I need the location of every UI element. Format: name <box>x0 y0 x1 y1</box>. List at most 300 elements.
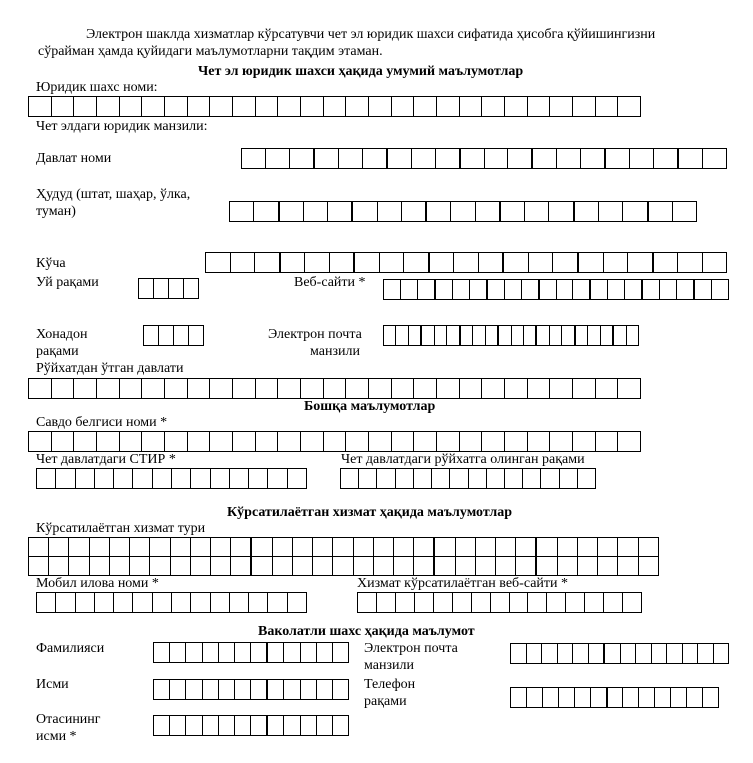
char-box[interactable] <box>52 379 75 398</box>
char-box[interactable] <box>469 469 487 488</box>
char-box[interactable] <box>643 280 660 299</box>
char-box[interactable] <box>165 432 188 451</box>
char-box[interactable] <box>97 432 120 451</box>
char-box[interactable] <box>353 202 377 221</box>
char-box[interactable] <box>388 149 412 168</box>
char-box[interactable] <box>698 644 714 663</box>
mobile-app-name-field[interactable] <box>36 592 307 613</box>
char-box[interactable] <box>384 280 401 299</box>
char-box[interactable] <box>427 202 451 221</box>
char-box[interactable] <box>369 379 392 398</box>
char-box[interactable] <box>524 326 537 345</box>
char-box[interactable] <box>470 280 488 299</box>
char-box[interactable] <box>97 97 120 116</box>
char-box[interactable] <box>414 379 437 398</box>
char-box[interactable] <box>618 557 638 575</box>
char-box[interactable] <box>29 97 52 116</box>
char-box[interactable] <box>639 557 659 575</box>
char-box[interactable] <box>210 97 233 116</box>
char-box[interactable] <box>369 432 392 451</box>
char-box[interactable] <box>671 688 687 707</box>
char-box[interactable] <box>505 280 522 299</box>
char-box[interactable] <box>511 644 527 663</box>
char-box[interactable] <box>120 432 143 451</box>
char-box[interactable] <box>133 469 152 488</box>
char-box[interactable] <box>188 97 211 116</box>
char-box[interactable] <box>394 557 414 575</box>
char-box[interactable] <box>512 326 524 345</box>
char-box[interactable] <box>384 326 396 345</box>
char-box[interactable] <box>249 593 268 612</box>
char-box[interactable] <box>56 593 75 612</box>
char-box[interactable] <box>525 202 549 221</box>
char-box[interactable] <box>268 716 284 735</box>
char-box[interactable] <box>301 680 317 699</box>
char-box[interactable] <box>191 557 211 575</box>
char-box[interactable] <box>414 557 435 575</box>
char-box[interactable] <box>130 557 150 575</box>
char-box[interactable] <box>281 253 306 272</box>
phone-field[interactable] <box>510 687 719 708</box>
char-box[interactable] <box>516 557 537 575</box>
char-box[interactable] <box>679 149 703 168</box>
char-box[interactable] <box>186 680 202 699</box>
char-box[interactable] <box>369 97 392 116</box>
char-box[interactable] <box>268 469 287 488</box>
char-box[interactable] <box>69 538 89 556</box>
char-box[interactable] <box>235 716 251 735</box>
char-box[interactable] <box>573 97 596 116</box>
char-box[interactable] <box>290 149 315 168</box>
char-box[interactable] <box>95 469 114 488</box>
char-box[interactable] <box>576 326 588 345</box>
char-box[interactable] <box>585 593 604 612</box>
char-box[interactable] <box>549 202 574 221</box>
char-box[interactable] <box>284 680 300 699</box>
char-box[interactable] <box>437 432 460 451</box>
char-box[interactable] <box>414 432 437 451</box>
char-box[interactable] <box>97 379 120 398</box>
char-box[interactable] <box>501 202 525 221</box>
char-box[interactable] <box>394 538 414 556</box>
foreign-registration-number-field[interactable] <box>340 468 596 489</box>
char-box[interactable] <box>170 680 186 699</box>
char-box[interactable] <box>667 644 683 663</box>
char-box[interactable] <box>550 97 573 116</box>
char-box[interactable] <box>660 280 677 299</box>
char-box[interactable] <box>437 379 460 398</box>
char-box[interactable] <box>324 97 347 116</box>
char-box[interactable] <box>451 202 475 221</box>
char-box[interactable] <box>256 379 279 398</box>
char-box[interactable] <box>273 538 293 556</box>
char-box[interactable] <box>186 716 202 735</box>
char-box[interactable] <box>461 149 485 168</box>
legal-name-field[interactable] <box>28 96 641 117</box>
char-box[interactable] <box>333 643 349 662</box>
char-box[interactable] <box>528 97 551 116</box>
char-box[interactable] <box>29 557 49 575</box>
char-box[interactable] <box>211 593 230 612</box>
char-box[interactable] <box>144 326 159 345</box>
char-box[interactable] <box>374 557 394 575</box>
char-box[interactable] <box>333 538 353 556</box>
char-box[interactable] <box>614 326 626 345</box>
char-box[interactable] <box>142 97 165 116</box>
char-box[interactable] <box>288 593 307 612</box>
char-box[interactable] <box>191 538 211 556</box>
char-box[interactable] <box>278 432 301 451</box>
char-box[interactable] <box>596 379 619 398</box>
char-box[interactable] <box>268 643 284 662</box>
char-box[interactable] <box>437 97 460 116</box>
char-box[interactable] <box>142 379 165 398</box>
char-box[interactable] <box>540 280 557 299</box>
char-box[interactable] <box>573 644 589 663</box>
char-box[interactable] <box>575 202 599 221</box>
char-box[interactable] <box>230 469 249 488</box>
char-box[interactable] <box>184 279 199 298</box>
char-box[interactable] <box>392 432 415 451</box>
char-box[interactable] <box>256 432 279 451</box>
char-box[interactable] <box>154 279 169 298</box>
char-box[interactable] <box>460 432 483 451</box>
char-box[interactable] <box>522 280 540 299</box>
char-box[interactable] <box>435 326 447 345</box>
char-box[interactable] <box>317 680 333 699</box>
char-box[interactable] <box>278 97 301 116</box>
char-box[interactable] <box>90 557 110 575</box>
char-box[interactable] <box>251 643 268 662</box>
char-box[interactable] <box>436 149 461 168</box>
char-box[interactable] <box>74 432 97 451</box>
char-box[interactable] <box>95 593 114 612</box>
char-box[interactable] <box>346 379 369 398</box>
char-box[interactable] <box>434 593 453 612</box>
char-box[interactable] <box>618 432 641 451</box>
char-box[interactable] <box>550 379 573 398</box>
char-box[interactable] <box>606 149 630 168</box>
first-name-field[interactable] <box>153 679 349 700</box>
company-email-field[interactable] <box>383 325 639 346</box>
char-box[interactable] <box>404 253 430 272</box>
char-box[interactable] <box>414 538 435 556</box>
char-box[interactable] <box>313 557 333 575</box>
region-field[interactable] <box>229 201 697 222</box>
char-box[interactable] <box>578 469 596 488</box>
char-box[interactable] <box>488 280 505 299</box>
char-box[interactable] <box>254 202 279 221</box>
char-box[interactable] <box>436 280 453 299</box>
char-box[interactable] <box>460 379 483 398</box>
char-box[interactable] <box>153 593 172 612</box>
char-box[interactable] <box>188 432 211 451</box>
char-box[interactable] <box>528 379 551 398</box>
service-type-field[interactable] <box>28 537 659 576</box>
char-box[interactable] <box>559 688 575 707</box>
char-box[interactable] <box>550 326 562 345</box>
char-box[interactable] <box>605 644 621 663</box>
char-box[interactable] <box>233 97 256 116</box>
char-box[interactable] <box>461 326 473 345</box>
char-box[interactable] <box>341 469 359 488</box>
char-box[interactable] <box>363 149 388 168</box>
char-box[interactable] <box>703 688 719 707</box>
char-box[interactable] <box>695 280 712 299</box>
char-box[interactable] <box>231 557 252 575</box>
char-box[interactable] <box>313 538 333 556</box>
char-box[interactable] <box>703 253 728 272</box>
char-box[interactable] <box>324 379 347 398</box>
char-box[interactable] <box>210 379 233 398</box>
char-box[interactable] <box>482 379 505 398</box>
char-box[interactable] <box>268 680 284 699</box>
char-box[interactable] <box>252 557 272 575</box>
char-box[interactable] <box>76 593 95 612</box>
char-box[interactable] <box>37 593 56 612</box>
char-box[interactable] <box>591 688 608 707</box>
char-box[interactable] <box>623 202 648 221</box>
char-box[interactable] <box>396 593 415 612</box>
patronymic-field[interactable] <box>153 715 349 736</box>
char-box[interactable] <box>154 680 170 699</box>
char-box[interactable] <box>133 593 152 612</box>
char-box[interactable] <box>333 557 353 575</box>
street-field[interactable] <box>205 252 727 273</box>
char-box[interactable] <box>235 680 251 699</box>
char-box[interactable] <box>235 643 251 662</box>
char-box[interactable] <box>618 379 641 398</box>
char-box[interactable] <box>627 326 639 345</box>
char-box[interactable] <box>636 644 652 663</box>
char-box[interactable] <box>396 469 414 488</box>
foreign-tin-field[interactable] <box>36 468 307 489</box>
char-box[interactable] <box>618 538 638 556</box>
char-box[interactable] <box>219 716 235 735</box>
char-box[interactable] <box>673 202 697 221</box>
char-box[interactable] <box>687 688 703 707</box>
char-box[interactable] <box>159 326 174 345</box>
char-box[interactable] <box>251 680 268 699</box>
char-box[interactable] <box>511 688 527 707</box>
char-box[interactable] <box>623 593 642 612</box>
char-box[interactable] <box>49 538 69 556</box>
char-box[interactable] <box>432 469 450 488</box>
char-box[interactable] <box>703 149 727 168</box>
char-box[interactable] <box>557 280 574 299</box>
char-box[interactable] <box>652 644 668 663</box>
char-box[interactable] <box>573 432 596 451</box>
char-box[interactable] <box>435 538 455 556</box>
char-box[interactable] <box>505 469 523 488</box>
char-box[interactable] <box>219 680 235 699</box>
char-box[interactable] <box>255 253 281 272</box>
char-box[interactable] <box>317 716 333 735</box>
char-box[interactable] <box>203 643 219 662</box>
char-box[interactable] <box>472 593 491 612</box>
char-box[interactable] <box>547 593 566 612</box>
char-box[interactable] <box>172 593 191 612</box>
char-box[interactable] <box>37 469 56 488</box>
char-box[interactable] <box>414 469 432 488</box>
char-box[interactable] <box>528 432 551 451</box>
char-box[interactable] <box>566 593 585 612</box>
char-box[interactable] <box>301 643 317 662</box>
char-box[interactable] <box>528 593 547 612</box>
char-box[interactable] <box>110 557 130 575</box>
char-box[interactable] <box>401 280 418 299</box>
char-box[interactable] <box>189 326 204 345</box>
char-box[interactable] <box>301 379 324 398</box>
char-box[interactable] <box>301 97 324 116</box>
char-box[interactable] <box>172 469 191 488</box>
char-box[interactable] <box>543 688 559 707</box>
char-box[interactable] <box>678 253 703 272</box>
char-box[interactable] <box>557 149 581 168</box>
char-box[interactable] <box>315 149 339 168</box>
char-box[interactable] <box>150 538 170 556</box>
char-box[interactable] <box>29 379 52 398</box>
char-box[interactable] <box>527 688 543 707</box>
char-box[interactable] <box>203 716 219 735</box>
char-box[interactable] <box>328 202 353 221</box>
char-box[interactable] <box>273 557 293 575</box>
char-box[interactable] <box>211 538 231 556</box>
char-box[interactable] <box>714 644 730 663</box>
char-box[interactable] <box>165 97 188 116</box>
char-box[interactable] <box>230 202 254 221</box>
char-box[interactable] <box>628 253 654 272</box>
char-box[interactable] <box>581 149 606 168</box>
char-box[interactable] <box>142 432 165 451</box>
char-box[interactable] <box>284 716 300 735</box>
char-box[interactable] <box>476 557 496 575</box>
char-box[interactable] <box>266 149 290 168</box>
char-box[interactable] <box>346 432 369 451</box>
country-field[interactable] <box>241 148 727 169</box>
char-box[interactable] <box>304 202 328 221</box>
char-box[interactable] <box>485 149 509 168</box>
char-box[interactable] <box>589 644 606 663</box>
char-box[interactable] <box>49 557 69 575</box>
char-box[interactable] <box>380 253 405 272</box>
char-box[interactable] <box>649 202 673 221</box>
char-box[interactable] <box>324 432 347 451</box>
char-box[interactable] <box>170 716 186 735</box>
char-box[interactable] <box>188 379 211 398</box>
char-box[interactable] <box>120 379 143 398</box>
char-box[interactable] <box>598 538 618 556</box>
char-box[interactable] <box>305 253 330 272</box>
char-box[interactable] <box>170 643 186 662</box>
char-box[interactable] <box>596 432 619 451</box>
char-box[interactable] <box>120 97 143 116</box>
char-box[interactable] <box>630 149 654 168</box>
char-box[interactable] <box>454 253 479 272</box>
char-box[interactable] <box>625 280 643 299</box>
char-box[interactable] <box>69 557 89 575</box>
char-box[interactable] <box>499 326 511 345</box>
service-website-field[interactable] <box>357 592 642 613</box>
char-box[interactable] <box>486 326 499 345</box>
char-box[interactable] <box>139 279 154 298</box>
registration-country-field[interactable] <box>28 378 641 399</box>
char-box[interactable] <box>392 97 415 116</box>
char-box[interactable] <box>29 432 52 451</box>
char-box[interactable] <box>450 469 468 488</box>
char-box[interactable] <box>278 379 301 398</box>
char-box[interactable] <box>354 538 374 556</box>
surname-field[interactable] <box>153 642 349 663</box>
char-box[interactable] <box>171 557 191 575</box>
char-box[interactable] <box>618 97 641 116</box>
char-box[interactable] <box>317 643 333 662</box>
char-box[interactable] <box>558 538 578 556</box>
char-box[interactable] <box>712 280 729 299</box>
char-box[interactable] <box>560 469 578 488</box>
char-box[interactable] <box>558 644 574 663</box>
char-box[interactable] <box>422 326 434 345</box>
char-box[interactable] <box>396 326 408 345</box>
char-box[interactable] <box>210 432 233 451</box>
char-box[interactable] <box>604 593 623 612</box>
char-box[interactable] <box>601 326 614 345</box>
char-box[interactable] <box>654 149 679 168</box>
char-box[interactable] <box>654 253 679 272</box>
char-box[interactable] <box>482 97 505 116</box>
char-box[interactable] <box>476 538 496 556</box>
char-box[interactable] <box>330 253 356 272</box>
char-box[interactable] <box>453 593 472 612</box>
char-box[interactable] <box>280 202 304 221</box>
char-box[interactable] <box>598 557 618 575</box>
char-box[interactable] <box>523 469 541 488</box>
char-box[interactable] <box>533 149 557 168</box>
char-box[interactable] <box>256 97 279 116</box>
char-box[interactable] <box>90 538 110 556</box>
char-box[interactable] <box>639 688 655 707</box>
char-box[interactable] <box>301 716 317 735</box>
char-box[interactable] <box>591 280 608 299</box>
char-box[interactable] <box>52 432 75 451</box>
char-box[interactable] <box>599 202 623 221</box>
char-box[interactable] <box>355 253 380 272</box>
char-box[interactable] <box>537 538 557 556</box>
char-box[interactable] <box>339 149 363 168</box>
char-box[interactable] <box>110 538 130 556</box>
char-box[interactable] <box>165 379 188 398</box>
char-box[interactable] <box>231 538 252 556</box>
char-box[interactable] <box>418 280 436 299</box>
char-box[interactable] <box>154 716 170 735</box>
char-box[interactable] <box>621 644 637 663</box>
char-box[interactable] <box>154 643 170 662</box>
char-box[interactable] <box>233 432 256 451</box>
char-box[interactable] <box>550 432 573 451</box>
char-box[interactable] <box>191 593 210 612</box>
house-number-field[interactable] <box>138 278 199 299</box>
char-box[interactable] <box>359 469 377 488</box>
char-box[interactable] <box>29 538 49 556</box>
char-box[interactable] <box>430 253 455 272</box>
char-box[interactable] <box>655 688 671 707</box>
char-box[interactable] <box>435 557 455 575</box>
char-box[interactable] <box>516 538 537 556</box>
char-box[interactable] <box>301 432 324 451</box>
person-email-field[interactable] <box>510 643 729 664</box>
char-box[interactable] <box>639 538 659 556</box>
char-box[interactable] <box>114 593 133 612</box>
